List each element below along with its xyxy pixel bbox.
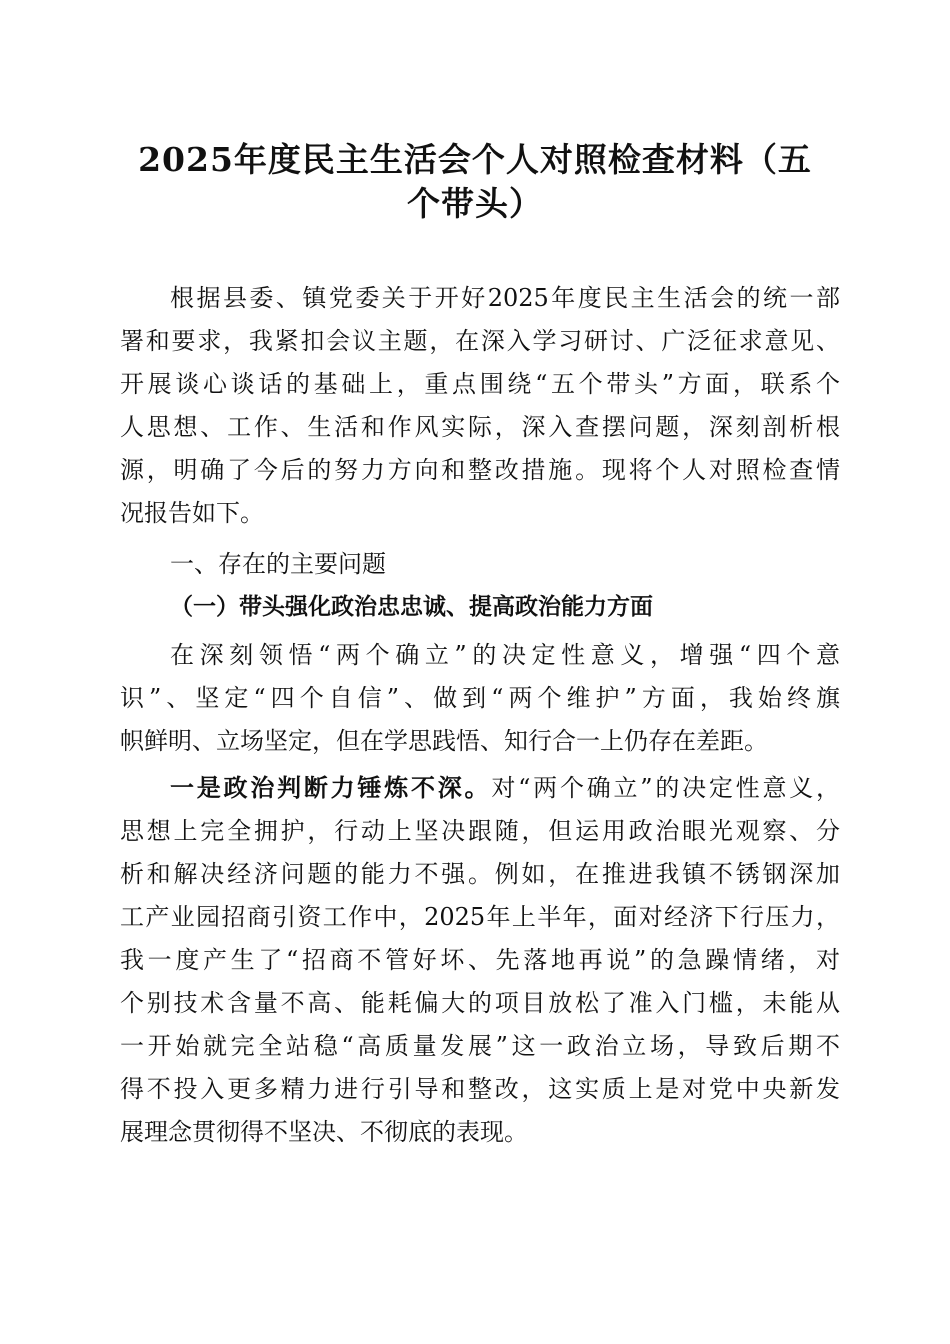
section-heading: 一、存在的主要问题 bbox=[170, 550, 386, 578]
paragraph-line-with-lead bbox=[170, 767, 840, 809]
intro-line: 源，明确了今后的努力方向和整改措施。现将个人对照检查情 bbox=[120, 456, 840, 484]
intro-line: 人思想、工作、生活和作风实际，深入查摆问题，深刻剖析根 bbox=[120, 413, 840, 441]
paragraph-lead: 一是政治判断力锤炼不深。 bbox=[170, 773, 492, 802]
paragraph-line: 思想上完全拥护，行动上坚决跟随，但运用政治眼光观察、分 bbox=[120, 817, 840, 845]
paragraph-line: 得不投入更多精力进行引导和整改，这实质上是对党中央新发 bbox=[120, 1075, 840, 1103]
paragraph-line: 一开始就完全站稳“高质量发展”这一政治立场，导致后期不 bbox=[120, 1032, 840, 1060]
paragraph-line: 帜鲜明、立场坚定，但在学思践悟、知行合一上仍存在差距。 bbox=[120, 727, 768, 755]
paragraph-line: 工产业园招商引资工作中，2025年上半年，面对经济下行压力， bbox=[120, 903, 840, 931]
paragraph-line: 析和解决经济问题的能力不强。例如，在推进我镇不锈钢深加 bbox=[120, 860, 840, 888]
document-title-line-2: 个带头） bbox=[407, 184, 543, 223]
paragraph-line: 个别技术含量不高、能耗偏大的项目放松了准入门槛，未能从 bbox=[120, 989, 840, 1017]
intro-line: 况报告如下。 bbox=[120, 499, 264, 527]
intro-line: 署和要求，我紧扣会议主题，在深入学习研讨、广泛征求意见、 bbox=[120, 327, 840, 355]
paragraph-line: 我一度产生了“招商不管好坏、先落地再说”的急躁情绪，对 bbox=[120, 946, 840, 974]
paragraph-lead-rest: 对“两个确立”的决定性意义， bbox=[491, 774, 840, 802]
intro-line: 根据县委、镇党委关于开好2025年度民主生活会的统一部 bbox=[170, 284, 840, 312]
paragraph-line: 在深刻领悟“两个确立”的决定性意义，增强“四个意 bbox=[170, 641, 840, 669]
subsection-heading: （一）带头强化政治忠忠诚、提高政治能力方面 bbox=[170, 593, 653, 620]
intro-line: 开展谈心谈话的基础上，重点围绕“五个带头”方面，联系个 bbox=[120, 370, 840, 398]
paragraph-line: 展理念贯彻得不坚决、不彻底的表现。 bbox=[120, 1118, 528, 1146]
document-title-line-1: 2025年度民主生活会个人对照检查材料（五 bbox=[138, 140, 812, 179]
paragraph-line: 识”、坚定“四个自信”、做到“两个维护”方面，我始终旗 bbox=[120, 684, 840, 712]
